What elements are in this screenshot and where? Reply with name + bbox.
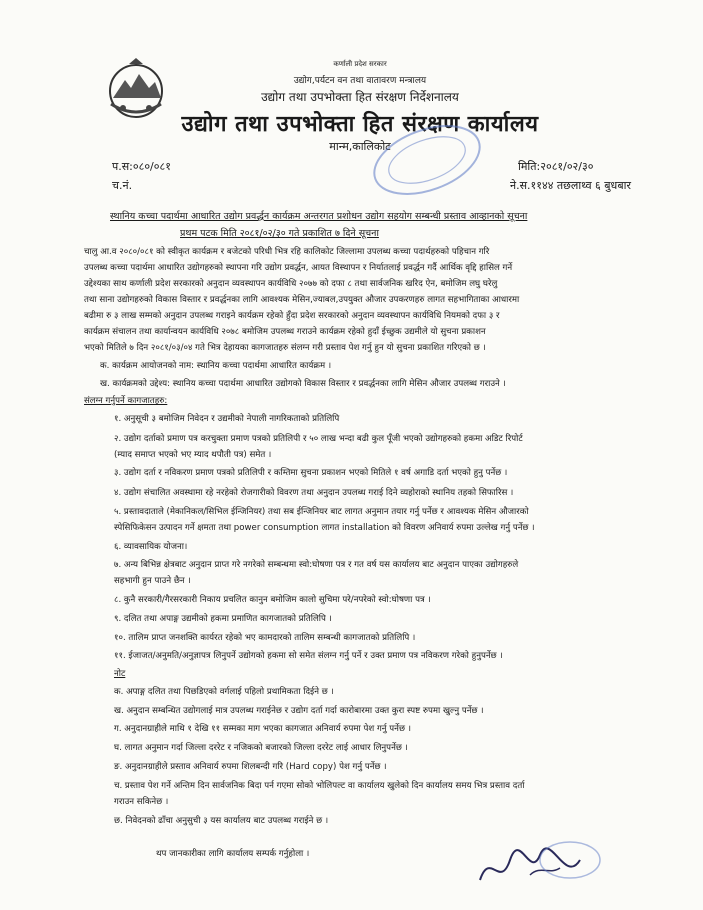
footer-contact: थप जानकारीका लागि कार्यालय सम्पर्क गर्नुहोला । <box>156 849 310 859</box>
note-item: च. प्रस्ताव पेश गर्ने अन्तिम दिन सार्वजनिक बिदा पर्न गएमा सोको भोलिपल्ट वा कार्यालय खुलेको दिन कार्यालय समय भित्र प्रस्ताव दर्ता <box>114 781 525 791</box>
attachment-item: १. अनुसूची ३ बमोजिम निवेदन र उद्यमीको नेपाली नागरिकताको प्रतिलिपि <box>114 414 340 424</box>
note-item: क. अपाङ्ग दलित तथा पिछडिएको वर्गलाई पहिलो प्रथामिकता दिईने छ । <box>114 687 334 697</box>
attachment-item: ३. उद्योग दर्ता र नविकरण प्रमाण पत्रको प्रतिलिपी र कम्तिमा सुचना प्रकाशन भएको मितिले १ वर्ष अगाडि दर्ता भएको हुनु पर्नेछ । <box>114 468 508 478</box>
body-line: कार्यक्रम संचालन तथा कार्यान्वयन कार्यविधि २०७८ बमोजिम उपलब्ध गराउने कार्यक्रम रहेको हुदाँ ईच्छुक उद्यमीले यो सुचना प्रकाशन <box>84 327 486 337</box>
attachment-item: ८. कुनै सरकारी/गैरसरकारी निकाय प्रचलित कानुन बमोजिम कालो सुचिमा परे/नपरेको स्वो:घोषणा पत्र । <box>114 595 431 605</box>
attachment-item: (म्याद समाप्त भएको भए म्याद थपौती पत्र) समेत । <box>114 450 272 460</box>
office-stamp-seal <box>362 120 492 200</box>
government-name: कर्णाली प्रदेश सरकार <box>333 60 387 68</box>
note-item: गराउन सकिनेछ । <box>114 797 169 807</box>
note-item: ग. अनुदानग्राहीले माथि १ देखि ११ सम्मका माग भएका कागजात अनिवार्य रुपमा पेश गर्नु पर्नेछ । <box>114 724 411 734</box>
note-item: घ. लागत अनुमान गर्दा जिल्ला दररेट र नजिकको बजारको जिल्ला दररेट लाई आधार लिनुपर्नेछ । <box>114 743 408 753</box>
reference-number: प.स:०८०/०८१ <box>112 160 171 173</box>
attachment-item: ५. प्रस्तावदाताले (मेकानिकल/सिभिल ईन्जिनियर) तथा सब ईन्जिनियर बाट लागत अनुमान तयार गर्नु पर्नेछ र आवश्यक मेसिन औजारको <box>114 507 529 517</box>
subject-line-1: स्थानिय कच्चा पदार्थमा आधारित उद्योग प्रवर्द्धन कार्यक्रम अन्तरगत प्रशोधन उद्योग सहयोग सम्बन्धी प्रस्ताव आव्हानको सूचना <box>110 211 528 222</box>
office-name: उद्योग तथा उपभोक्ता हित संरक्षण कार्यालय <box>181 112 539 137</box>
attachment-item: ७. अन्य बिभिन्न क्षेत्रबाट अनुदान प्राप्त गरे नगरेको सम्बन्धमा स्वो:घोषणा पत्र र गत वर्ष यस कार्यालय बाट अनुदान पाएका उद्योगहरुले <box>114 560 519 570</box>
body-line: भएको मितिले ७ दिन २०८१/०३/०४ गते भित्र देहायका कागजातहरु संलग्न गरी प्रस्ताव पेश गर्नु हुन यो सुचना प्रकाशित गरिएको छ । <box>84 343 486 353</box>
program-objective: ख. कार्यक्रमको उद्देश्य: स्थानिय कच्चा पदार्थमा आधारित उद्योगको विकास विस्तार र प्रवर्द्धनका लागि मेसिन औजार उपलब्ध गराउने । <box>100 379 506 389</box>
nepal-samvat-date: ने.स.११४४ तछलाथ्व ६ बुधबार <box>510 179 631 192</box>
attachment-item: २. उद्योग दर्ताको प्रमाण पत्र करचुक्ता प्रमाण पत्रको प्रतिलिपी र ५० लाख भन्दा बढी कुल पूँजी भएको उद्योगहरुको हकमा अडिट रिपोर्ट <box>114 434 523 444</box>
ministry-name: उद्योग,पर्यटन वन तथा वातावरण मन्त्रालय <box>293 76 427 86</box>
body-line: उपलब्ध कच्चा पदार्थमा आधारित उद्योगहरुको स्थापना गरि उद्योग प्रवर्द्धन, आयत विस्थापन र निर्यातलाई प्रवर्द्धन गर्दै आर्थिक वृद्दि हासिल गर्ने <box>84 263 513 273</box>
note-item: छ. निवेदनको ढाँचा अनुसुची ३ यस कार्यालय बाट उपलब्ध गराईने छ । <box>114 816 329 826</box>
attachment-item: सहभागी हुन पाउने छैन । <box>114 576 191 586</box>
note-item: ङ. अनुदानग्राहीले प्रस्ताव अनिवार्य रुपमा शिलबन्दी गरि (Hard copy) पेश गर्नु पर्नेछ । <box>114 762 387 772</box>
program-name: क. कार्यक्रम आयोजनको नाम: स्थानिय कच्चा पदार्थमा आधारित कार्यक्रम । <box>100 361 332 371</box>
signature <box>470 830 610 900</box>
directorate-name: उद्योग तथा उपभोक्ता हित संरक्षण निर्देशनालय <box>261 90 459 104</box>
body-line: बढीमा रु ३ लाख सम्मको अनुदान उपलब्ध गराइने कार्यक्रम रहेको हुँदा प्रदेश सरकारको अनुदान व्यवस्थापन कार्यविधि नियमको दफा ३ र <box>84 311 500 321</box>
body-line: तथा साना उद्योगहरुको विकास विस्तार र प्रवर्द्धनका लागि आवश्यक मेसिन,ज्याबल,उपयुक्त औजार उपकरणहरु लागत सहभागिताका आधारमा <box>84 295 520 305</box>
attachment-item: स्पेसिफिकेसन उत्पादन गर्ने क्षमता तथा power consumption लागत installation को विवरण अनिवार्य रुपमा उल्लेख गर्नु पर्नेछ । <box>114 523 535 533</box>
attachment-item: ४. उद्योग संचालित अवस्थामा रहे नरहेको रोजगारीको विवरण तथा अनुदान उपलब्ध गराई दिने व्यहोराको स्थानिय तहको सिफारिस । <box>114 488 514 498</box>
attachment-item: ९. दलित तथा अपाङ्ग उद्यमीको हकमा प्रमाणित कागजातको प्रतिलिपि । <box>114 614 332 624</box>
body-line: उद्देश्यका साथ कर्णाली प्रदेश सरकारको अनुदान व्यवस्थापन कार्यविधि २०७७ को दफा ८ तथा सार्वजनिक खरिद ऐन, बमोजिम लघु घरेलु <box>84 279 498 289</box>
attachments-heading: संलग्न गर्नुपर्ने कागजातहरु: <box>84 396 168 406</box>
note-heading: नोट <box>114 669 126 679</box>
note-item: ख. अनुदान सम्बन्धित उद्योगलाई मात्र उपलब्ध गराईनेछ र उद्योग दर्ता गर्दा कारोबारमा उक्त कुरा स्पष्ट रुपमा खुल्नु पर्नेछ । <box>114 706 484 716</box>
dispatch-number: च.नं. <box>112 179 133 192</box>
office-location: मान्म,कालिकोट <box>329 140 391 153</box>
issue-date: मिति:२०८१/०२/३० <box>518 160 594 173</box>
body-line: चालु आ.व २०८०/०८१ को स्वीकृत कार्यक्रम र बजेटको परिधी भित्र रहि कालिकोट जिल्लामा उपलब्ध कच्चा पदार्थहरुको पहिचान गरि <box>84 247 490 257</box>
attachment-item: १०. तालिम प्राप्त जनशक्ति कार्यरत रहेको भए कामदारको तालिम सम्बन्धी कागजातको प्रतिलिपि । <box>114 633 416 643</box>
attachment-item: ११. ईजाजत/अनुमति/अनुज्ञापत्र लिनुपर्ने उद्योगको हकमा सो समेत संलग्न गर्नु पर्ने र उक्त प्रमाण पत्र नविकरण गरेको हुनुपर्नेछ । <box>114 651 503 661</box>
attachment-item: ६. व्यावसायिक योजना। <box>114 542 188 552</box>
subject-line-2: प्रथम पटक मिति २०८१/०२/३० गते प्रकाशित ७ दिने सूचना <box>180 228 379 239</box>
